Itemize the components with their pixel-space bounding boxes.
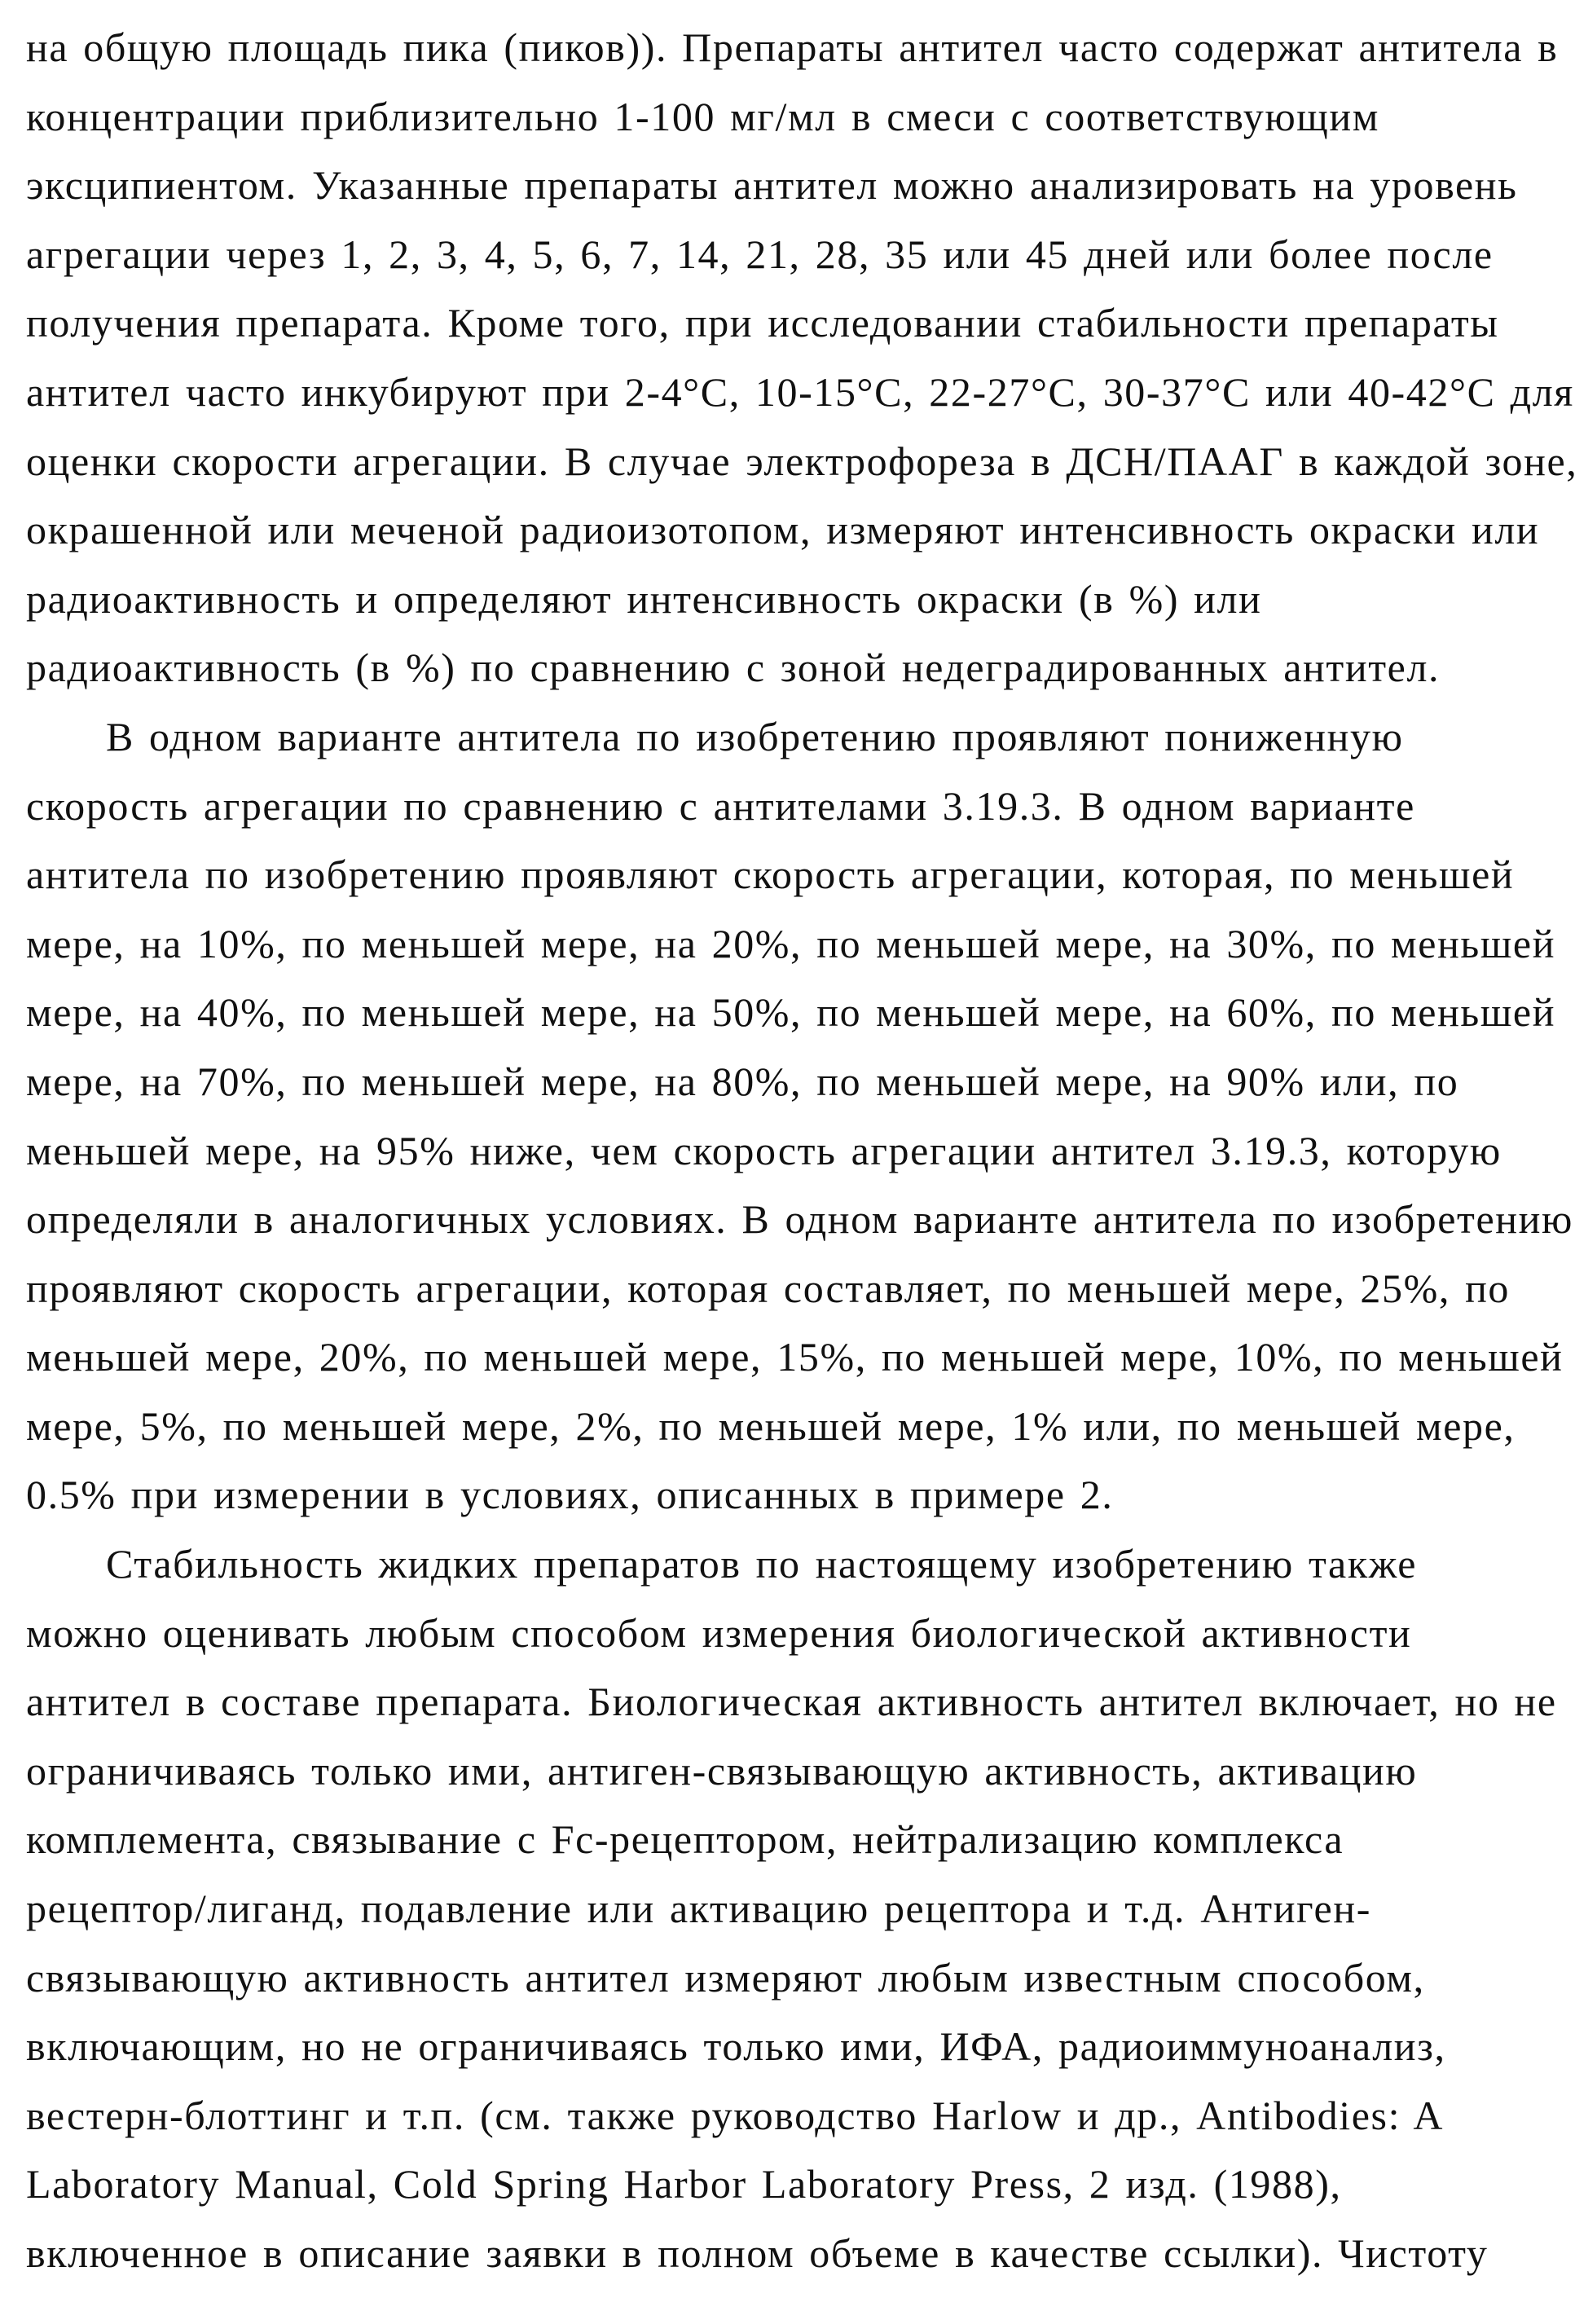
text-line: получения препарата. Кроме того, при исследовании стабильности препараты: [26, 288, 1558, 358]
text-line: агрегации через 1, 2, 3, 4, 5, 6, 7, 14, 21, 28, 35 или 45 дней или более после: [26, 220, 1558, 289]
text-line: связывающую активность антител измеряют любым известным способом,: [26, 1943, 1558, 2013]
text-line: можно оценивать любым способом измерения биологической активности: [26, 1599, 1558, 1668]
text-line: мере, 5%, по меньшей мере, 2%, по меньшей мере, 1% или, по меньшей мере,: [26, 1392, 1558, 1461]
text-line: меньшей мере, на 95% ниже, чем скорость агрегации антител 3.19.3, которую: [26, 1116, 1558, 1186]
text-line: включенное в описание заявки в полном объеме в качестве ссылки). Чистоту: [26, 2219, 1558, 2288]
text-line: антител часто инкубируют при 2-4°C, 10-15°C, 22-27°C, 30-37°C или 40-42°C для: [26, 358, 1558, 427]
text-line: проявляют скорость агрегации, которая составляет, по меньшей мере, 25%, по: [26, 1254, 1558, 1323]
text-line: Стабильность жидких препаратов по настоящему изобретению также: [26, 1530, 1558, 1599]
text-line: меньшей мере, 20%, по меньшей мере, 15%, по меньшей мере, 10%, по меньшей: [26, 1323, 1558, 1392]
text-line: вестерн-блоттинг и т.п. (см. также руководство Harlow и др., Antibodies: A: [26, 2081, 1558, 2150]
text-line: радиоактивность (в %) по сравнению с зоной недеградированных антител.: [26, 633, 1558, 702]
text-line: ограничиваясь только ими, антиген-связывающую активность, активацию: [26, 1736, 1558, 1806]
document-page: [26, 13, 1558, 2288]
text-line: скорость агрегации по сравнению с антителами 3.19.3. В одном варианте: [26, 772, 1558, 841]
text-line: концентрации приблизительно 1-100 мг/мл в смеси с соответствующим: [26, 82, 1558, 152]
text-line: определяли в аналогичных условиях. В одном варианте антитела по изобретению: [26, 1185, 1558, 1254]
text-line: мере, на 70%, по меньшей мере, на 80%, по меньшей мере, на 90% или, по: [26, 1047, 1558, 1116]
paragraph: [26, 13, 1558, 702]
text-line: на общую площадь пика (пиков)). Препараты антител часто содержат антитела в: [26, 13, 1558, 82]
text-line: эксципиентом. Указанные препараты антител можно анализировать на уровень: [26, 151, 1558, 220]
text-line: окрашенной или меченой радиоизотопом, измеряют интенсивность окраски или: [26, 495, 1558, 565]
text-line: антител в составе препарата. Биологическая активность антител включает, но не: [26, 1667, 1558, 1736]
paragraph: [26, 1530, 1558, 2288]
text-line: антитела по изобретению проявляют скорость агрегации, которая, по меньшей: [26, 840, 1558, 909]
text-line: рецептор/лиганд, подавление или активацию рецептора и т.д. Антиген-: [26, 1874, 1558, 1943]
text-line: оценки скорости агрегации. В случае электрофореза в ДСН/ПААГ в каждой зоне,: [26, 427, 1558, 496]
text-line: радиоактивность и определяют интенсивность окраски (в %) или: [26, 565, 1558, 634]
text-line: включающим, но не ограничиваясь только ими, ИФА, радиоиммуноанализ,: [26, 2012, 1558, 2081]
text-line: Laboratory Manual, Cold Spring Harbor Laboratory Press, 2 изд. (1988),: [26, 2150, 1558, 2219]
text-line: комплемента, связывание с Fc-рецептором, нейтрализацию комплекса: [26, 1805, 1558, 1874]
text-line: мере, на 10%, по меньшей мере, на 20%, по меньшей мере, на 30%, по меньшей: [26, 909, 1558, 979]
text-line: В одном варианте антитела по изобретению проявляют пониженную: [26, 702, 1558, 772]
text-line: мере, на 40%, по меньшей мере, на 50%, по меньшей мере, на 60%, по меньшей: [26, 978, 1558, 1047]
text-line: 0.5% при измерении в условиях, описанных в примере 2.: [26, 1460, 1558, 1530]
paragraph: [26, 702, 1558, 1530]
